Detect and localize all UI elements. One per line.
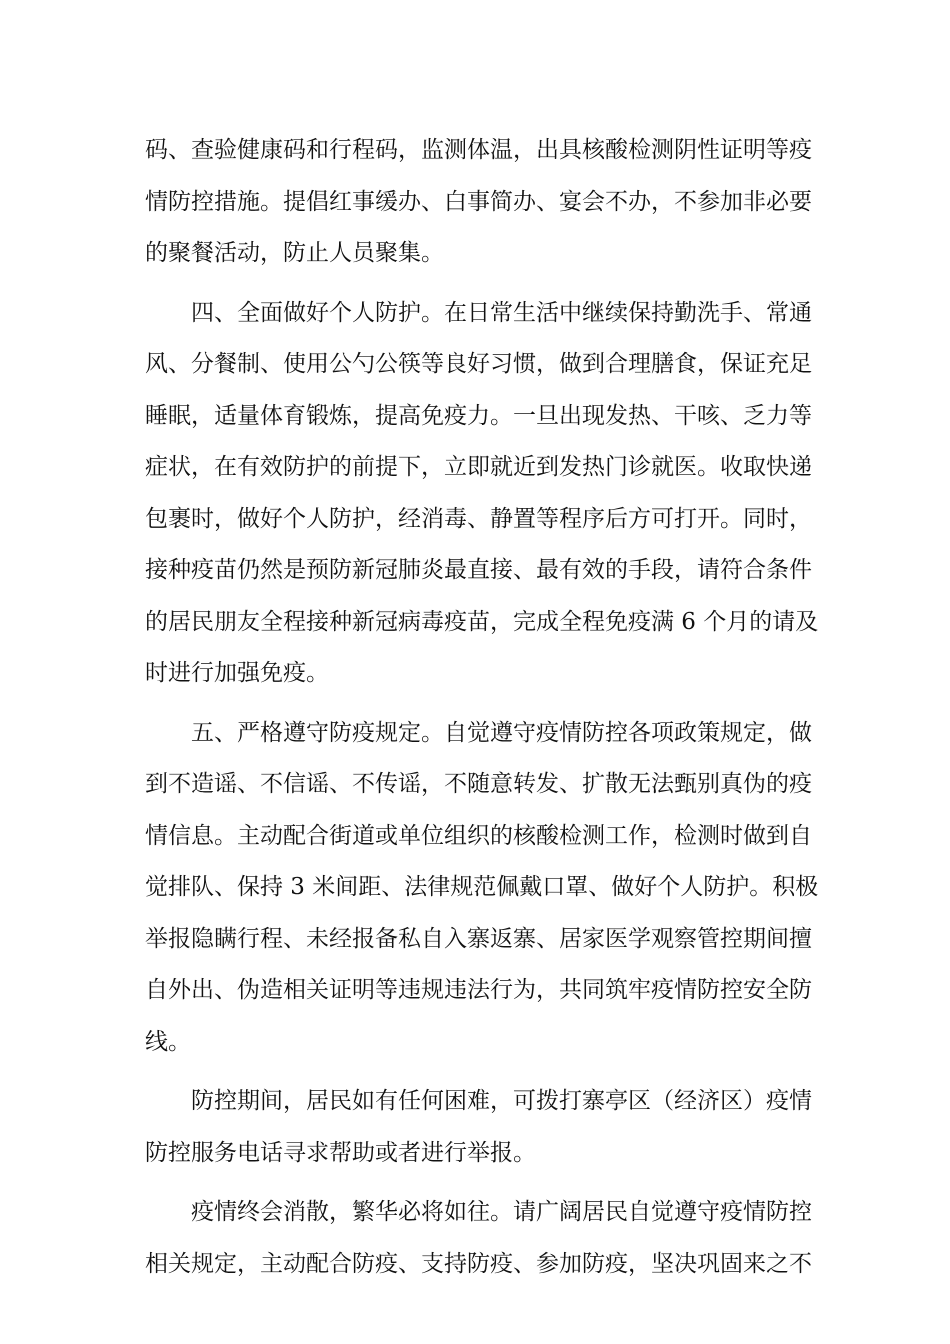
text-line: 四、全面做好个人防护。在日常生活中继续保持勤洗手、常通	[191, 299, 812, 326]
document-body	[145, 125, 819, 1290]
text-line: 防控服务电话寻求帮助或者进行举报。	[145, 1139, 536, 1166]
text-line: 时进行加强免疫。	[145, 660, 329, 686]
text-line: 睡眠，适量体育锻炼，提高免疫力。一旦出现发热、干咳、乏力等	[145, 402, 812, 429]
text-line: 的居民朋友全程接种新冠病毒疫苗，完成全程免疫满 6 个月的请及	[145, 608, 819, 635]
paragraph-1	[145, 288, 819, 700]
text-line: 自外出、伪造相关证明等违规违法行为，共同筑牢疫情防控安全防	[145, 977, 812, 1003]
text-line: 觉排队、保持 3 米间距、法律规范佩戴口罩、做好个人防护。积极	[145, 874, 819, 900]
text-line: 相关规定，主动配合防疫、支持防疫、参加防疫，坚决巩固来之不	[145, 1250, 812, 1277]
paragraph-3	[145, 1076, 812, 1179]
paragraph-4	[145, 1187, 812, 1290]
text-line: 接种疫苗仍然是预防新冠肺炎最直接、最有效的手段，请符合条件	[145, 557, 812, 583]
text-line: 情信息。主动配合街道或单位组织的核酸检测工作，检测时做到自	[145, 822, 812, 849]
text-line: 症状，在有效防护的前提下，立即就近到发热门诊就医。收取快递	[145, 454, 812, 480]
text-line: 防控期间，居民如有任何困难，可拨打寨亭区（经济区）疫情	[191, 1088, 812, 1114]
text-line: 到不造谣、不信谣、不传谣，不随意转发、扩散无法甄别真伪的疫	[145, 771, 812, 797]
text-line: 码、查验健康码和行程码，监测体温，出具核酸检测阴性证明等疫	[145, 137, 812, 163]
text-line: 线。	[145, 1028, 191, 1055]
paragraph-2	[145, 708, 819, 1069]
text-line: 风、分餐制、使用公勺公筷等良好习惯，做到合理膳食，保证充足	[145, 351, 812, 377]
text-line: 疫情终会消散，繁华必将如往。请广阔居民自觉遵守疫情防控	[191, 1199, 812, 1225]
text-line: 举报隐瞒行程、未经报备私自入寨返寨、居家医学观察管控期间擅	[145, 925, 812, 952]
paragraph-0	[145, 125, 812, 280]
text-line: 情防控措施。提倡红事缓办、白事简办、宴会不办，不参加非必要	[145, 188, 812, 215]
text-line: 五、严格遵守防疫规定。自觉遵守疫情防控各项政策规定，做	[191, 719, 812, 746]
text-line: 的聚餐活动，防止人员聚集。	[145, 240, 444, 266]
text-line: 包裹时，做好个人防护，经消毒、静置等程序后方可打开。同时，	[145, 505, 812, 532]
